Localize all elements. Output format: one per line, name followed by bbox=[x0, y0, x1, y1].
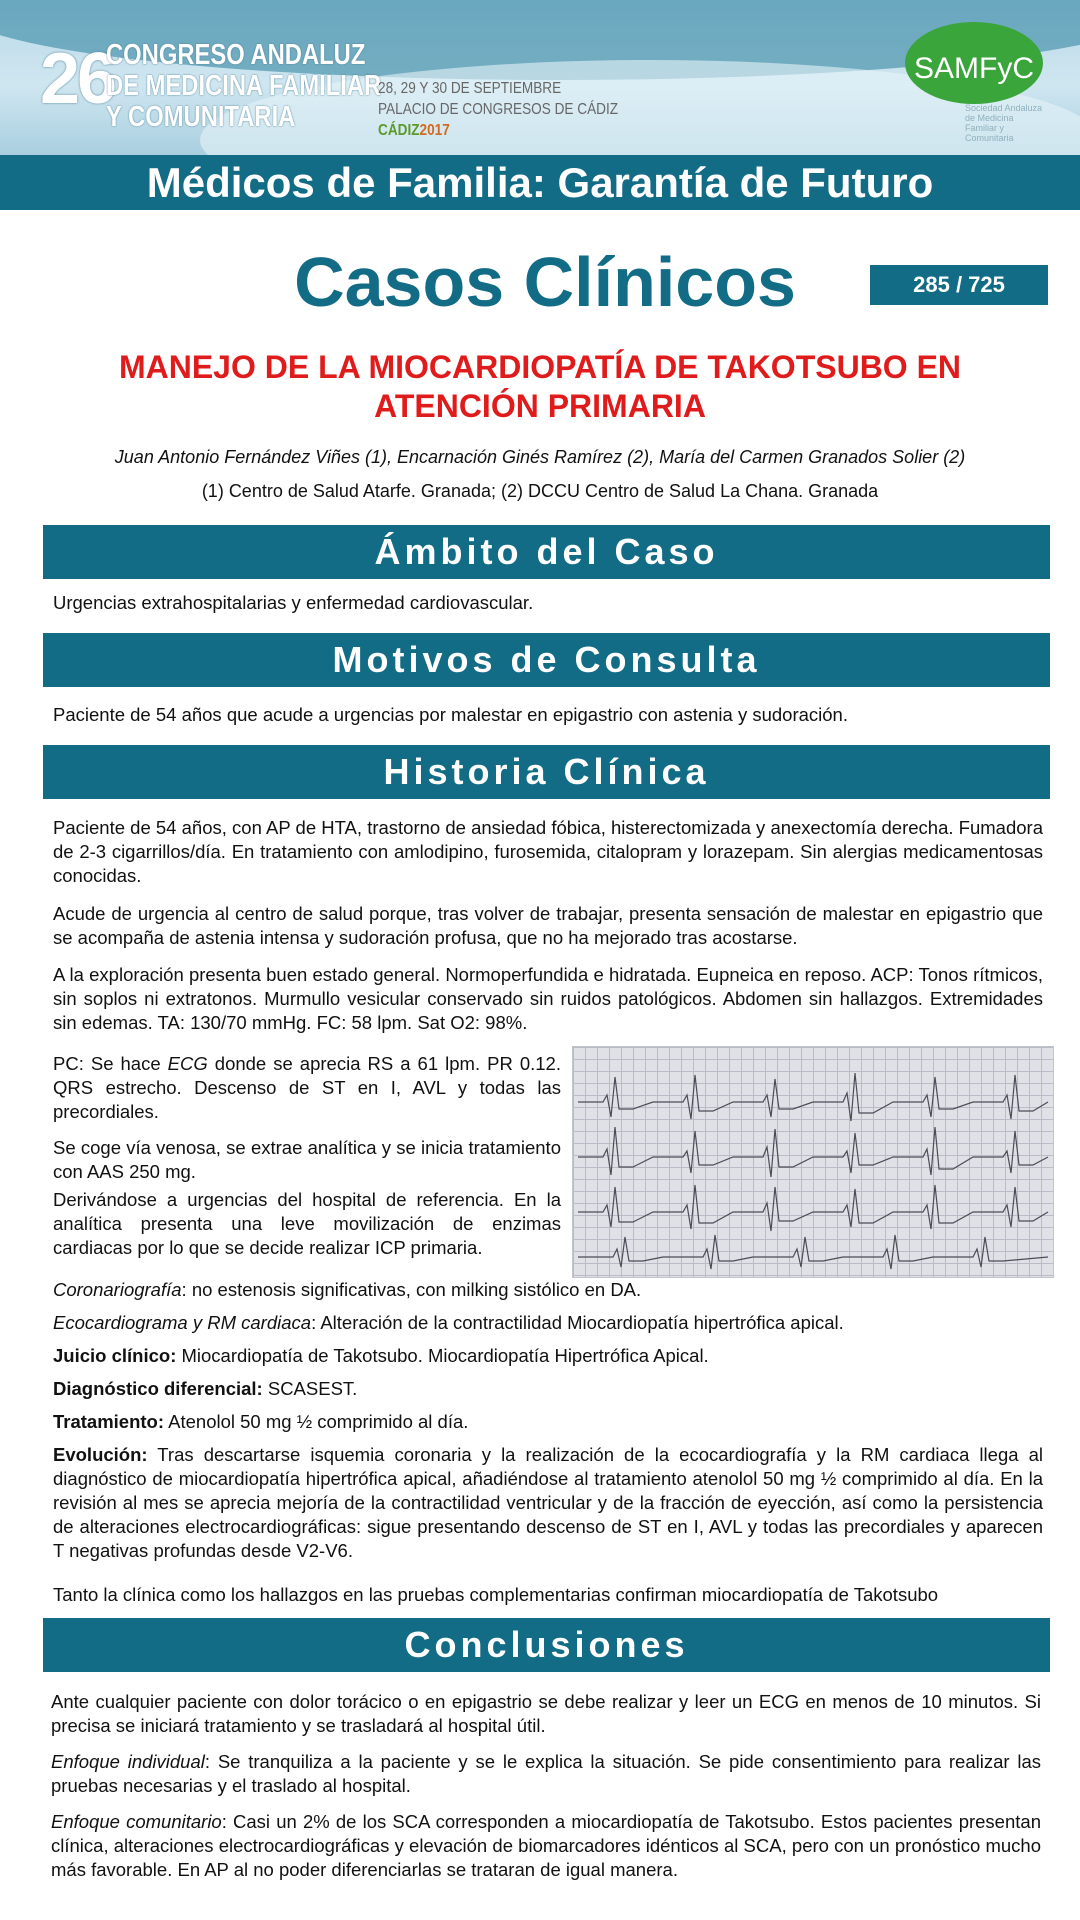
section-header-motivos: Motivos de Consulta bbox=[43, 633, 1050, 687]
ecg-tracing-icon bbox=[573, 1047, 1053, 1277]
tratamiento-text: Atenolol 50 mg ½ comprimido al día. bbox=[164, 1411, 469, 1432]
congress-city bbox=[378, 120, 618, 141]
evolucion-label: Evolución: bbox=[53, 1444, 148, 1465]
ecocardiograma-text: : Alteración de la contractilidad Miocardiopatía hipertrófica apical. bbox=[311, 1312, 844, 1333]
tratamiento-label: Tratamiento: bbox=[53, 1411, 165, 1432]
congress-info bbox=[378, 78, 618, 141]
ecocardiograma-label: Ecocardiograma y RM cardiaca bbox=[53, 1312, 312, 1333]
enfoque-individual-paragraph bbox=[51, 1750, 1041, 1798]
ecg-tracing-image bbox=[572, 1046, 1054, 1278]
case-title: MANEJO DE LA MIOCARDIOPATÍA DE TAKOTSUBO EN ATENCIÓN PRIMARIA bbox=[118, 349, 962, 424]
historia-deriv-paragraph: Derivándose a urgencias del hospital de referencia. En la analítica presenta una leve movilización de enzimas cardiacas por lo que se decide realizar ICP primaria. bbox=[53, 1189, 561, 1258]
historia-final-line: Tanto la clínica como los hallazgos en las pruebas complementarias confirman miocardiopatía de Takotsubo bbox=[53, 1584, 939, 1605]
page-title: Casos Clínicos bbox=[294, 243, 796, 321]
tratamiento-line bbox=[53, 1410, 1043, 1434]
enfoque-comunitario-text: : Casi un 2% de los SCA corresponden a miocardiopatía de Takotsubo. Estos pacientes presentan clínica, alteraciones electrocardiográficas y elevación de biomarcadores idénticos al SCA, pero con un pronóstico mucho más favorable. En AP al no poder diferenciarlas se trataran de igual manera. bbox=[51, 1811, 1041, 1880]
diagnostico-line bbox=[53, 1377, 1043, 1401]
coronariografia-line bbox=[53, 1278, 1043, 1302]
historia-paragraph: Paciente de 54 años, con AP de HTA, trastorno de ansiedad fóbica, histerectomizada y anexectomía derecha. Fumadora de 2-3 cigarrillos/día. En tratamiento con amlodipino, furosemida, citalopram y lorazepam. Sin alergias medicamentosas conocidas. bbox=[53, 817, 1043, 886]
conclusiones-paragraph: Ante cualquier paciente con dolor torácico o en epigastrio se debe realizar y leer un ECG en menos de 10 minutos. Si precisa se iniciará tratamiento y se trasladará al hospital útil. bbox=[51, 1691, 1041, 1736]
congress-year: 2017 bbox=[419, 122, 450, 139]
enfoque-comunitario-paragraph bbox=[51, 1810, 1041, 1882]
authors: Juan Antonio Fernández Viñes (1), Encarnación Ginés Ramírez (2), María del Carmen Granados Solier (2) bbox=[114, 447, 966, 467]
section-header-ambito: Ámbito del Caso bbox=[43, 525, 1050, 579]
motivos-text: Paciente de 54 años que acude a urgencias por malestar en epigastrio con astenia y sudoración. bbox=[53, 704, 848, 725]
logo-text: SAMFyC bbox=[914, 52, 1034, 85]
coronariografia-label: Coronariografía bbox=[53, 1279, 182, 1300]
affiliations: (1) Centro de Salud Atarfe. Granada; (2) DCCU Centro de Salud La Chana. Granada bbox=[201, 481, 879, 501]
enfoque-individual-text: : Se tranquiliza a la paciente y se le explica la situación. Se pide consentimiento para realizar las pruebas necesarias y el traslado al hospital. bbox=[51, 1751, 1041, 1796]
section-header-historia: Historia Clínica bbox=[43, 745, 1050, 799]
case-number-badge: 285 / 725 bbox=[870, 265, 1048, 305]
logo-subtitle: Sociedad Andaluza de Medicina Familiar y Comunitaria bbox=[965, 103, 1043, 143]
congress-dates: 28, 29 Y 30 DE SEPTIEMBRE bbox=[378, 80, 562, 97]
diagnostico-label: Diagnóstico diferencial: bbox=[53, 1378, 263, 1399]
pc-ecg: ECG bbox=[167, 1053, 208, 1074]
coronariografia-text: : no estenosis significativas, con milking sistólico en DA. bbox=[181, 1279, 642, 1300]
enfoque-comunitario-label: Enfoque comunitario bbox=[51, 1811, 222, 1832]
ambito-text: Urgencias extrahospitalarias y enfermedad cardiovascular. bbox=[53, 592, 534, 613]
pc-prefix: PC: Se hace bbox=[53, 1053, 168, 1074]
motto: Médicos de Familia: Garantía de Futuro bbox=[146, 159, 934, 206]
juicio-label: Juicio clínico: bbox=[53, 1345, 177, 1366]
juicio-line bbox=[53, 1344, 1043, 1368]
diagnostico-text: SCASEST. bbox=[262, 1378, 358, 1399]
evolucion-paragraph bbox=[53, 1443, 1043, 1563]
historia-paragraph: A la exploración presenta buen estado general. Normoperfundida e hidratada. Eupneica en reposo. ACP: Tonos rítmicos, sin soplos ni extratonos. Murmullo vesicular conservado sin ruidos patológicos. Abdomen sin hallazgos. Extremidades sin edemas. TA: 130/70 mmHg. FC: 58 lpm. Sat O2: 98%. bbox=[53, 964, 1043, 1033]
pc-rest: donde se aprecia RS a 61 lpm. PR 0.12. QRS estrecho. Descenso de ST en I, AVL y todas las precordiales. bbox=[53, 1053, 561, 1122]
congress-name-line: CONGRESO ANDALUZ bbox=[106, 39, 366, 71]
juicio-text: Miocardiopatía de Takotsubo. Miocardiopatía Hipertrófica Apical. bbox=[176, 1345, 709, 1366]
ecocardiograma-line bbox=[53, 1311, 1043, 1335]
city-name: CÁDIZ bbox=[378, 122, 420, 139]
congress-venue: PALACIO DE CONGRESOS DE CÁDIZ bbox=[378, 101, 619, 118]
historia-pc-paragraph bbox=[53, 1052, 561, 1124]
enfoque-individual-label: Enfoque individual bbox=[51, 1751, 205, 1772]
historia-paragraph: Acude de urgencia al centro de salud porque, tras volver de trabajar, presenta sensación de malestar en epigastrio que se acompaña de astenia intensa y sudoración profusa, que no ha mejorado tras acostarse. bbox=[53, 903, 1043, 948]
evolucion-text: Tras descartarse isquemia coronaria y la realización de la ecocardiografía y la RM cardiaca llega al diagnóstico de miocardiopatía hipertrófica apical, añadiéndose al tratamiento atenolol 50 mg ½ comprimido al día. En la revisión al mes se aprecia mejoría de la contractilidad ventricular y de la fracción de eyección, así como la persistencia de alteraciones electrocardiográficas: sigue presentando descenso de ST en I, AVL y todas las precordiales y aparecen T negativas profundas desde V2-V6. bbox=[53, 1444, 1043, 1561]
section-header-conclusiones: Conclusiones bbox=[43, 1618, 1050, 1672]
congress-name-line: DE MEDICINA FAMILIAR bbox=[106, 70, 382, 102]
congress-name-line: Y COMUNITARIA bbox=[106, 101, 296, 133]
congress-number: 26 bbox=[40, 39, 115, 119]
historia-via-paragraph: Se coge vía venosa, se extrae analítica y se inicia tratamiento con AAS 250 mg. bbox=[53, 1137, 561, 1182]
